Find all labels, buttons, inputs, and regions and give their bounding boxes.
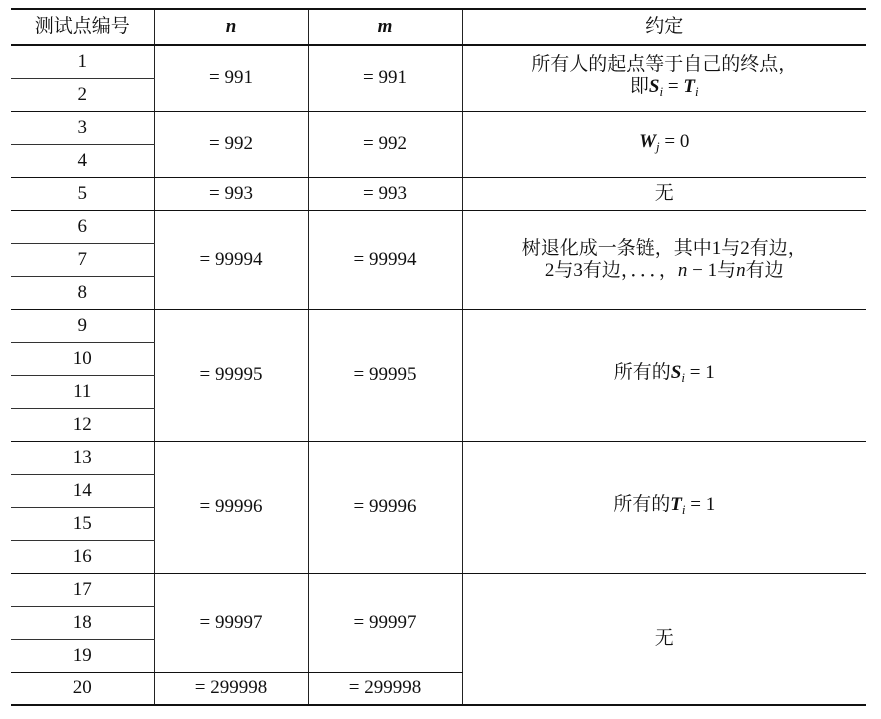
header-m: m <box>308 9 462 45</box>
n-value: = 99995 <box>154 309 308 441</box>
m-value: = 299998 <box>308 672 462 705</box>
constraints-table-wrapper <box>11 8 866 706</box>
rule-cell: 所有的$T_i = 1$ <box>462 441 866 573</box>
m-value: = 99995 <box>308 309 462 441</box>
test-id: 14 <box>11 474 154 507</box>
rule-cell <box>462 45 866 111</box>
rule-cell: 无 <box>654 627 674 649</box>
n-value: = 993 <box>154 177 308 210</box>
test-id: 1 <box>11 45 154 78</box>
n-value: = 991 <box>154 45 308 111</box>
rule-cell: $W_j = 0$ <box>462 111 866 177</box>
rule-line: 所有人的起点等于自己的终点， <box>531 53 798 75</box>
rule-line: 即$S_i = T_i$ <box>629 75 699 99</box>
test-id: 15 <box>11 507 154 540</box>
header-row <box>11 9 866 45</box>
table-row <box>11 111 866 144</box>
m-value: = 99994 <box>308 210 462 309</box>
n-value: = 299998 <box>154 672 308 705</box>
test-id: 6 <box>11 210 154 243</box>
rule-cell <box>462 210 866 309</box>
test-id: 10 <box>11 342 154 375</box>
rule-line: 树退化成一条链，其中1与2有边， <box>521 237 807 259</box>
test-id: 11 <box>11 375 154 408</box>
n-value: = 99994 <box>154 210 308 309</box>
m-value: = 993 <box>308 177 462 210</box>
m-value: = 99996 <box>308 441 462 573</box>
table-row <box>11 177 866 210</box>
test-id: 13 <box>11 441 154 474</box>
n-value: = 99997 <box>154 573 308 672</box>
test-id: 17 <box>11 573 154 606</box>
m-value: = 992 <box>308 111 462 177</box>
test-id: 4 <box>11 144 154 177</box>
table-row <box>11 441 866 474</box>
test-id: 3 <box>11 111 154 144</box>
test-id: 9 <box>11 309 154 342</box>
m-value: = 991 <box>308 45 462 111</box>
test-id: 2 <box>11 78 154 111</box>
test-id: 18 <box>11 606 154 639</box>
constraints-table <box>11 8 866 706</box>
rule-cell: 无 <box>462 177 866 210</box>
n-value: = 99996 <box>154 441 308 573</box>
test-id: 20 <box>11 672 154 705</box>
test-id: 19 <box>11 639 154 672</box>
table-row <box>11 309 866 342</box>
test-id: 12 <box>11 408 154 441</box>
n-value: = 992 <box>154 111 308 177</box>
table-row <box>11 573 866 606</box>
test-id: 16 <box>11 540 154 573</box>
rule-cell: 所有的$S_i = 1$ <box>462 309 866 441</box>
header-n: n <box>154 9 308 45</box>
header-test-id: 测试点编号 <box>11 9 154 45</box>
m-value: = 99997 <box>308 573 462 672</box>
table-row <box>11 210 866 243</box>
test-id: 8 <box>11 276 154 309</box>
table-row <box>11 45 866 78</box>
rule-line: 2与3有边，．．．，n − 1与n有边 <box>544 259 784 281</box>
test-id: 7 <box>11 243 154 276</box>
test-id: 5 <box>11 177 154 210</box>
header-rule: 约定 <box>462 9 866 45</box>
